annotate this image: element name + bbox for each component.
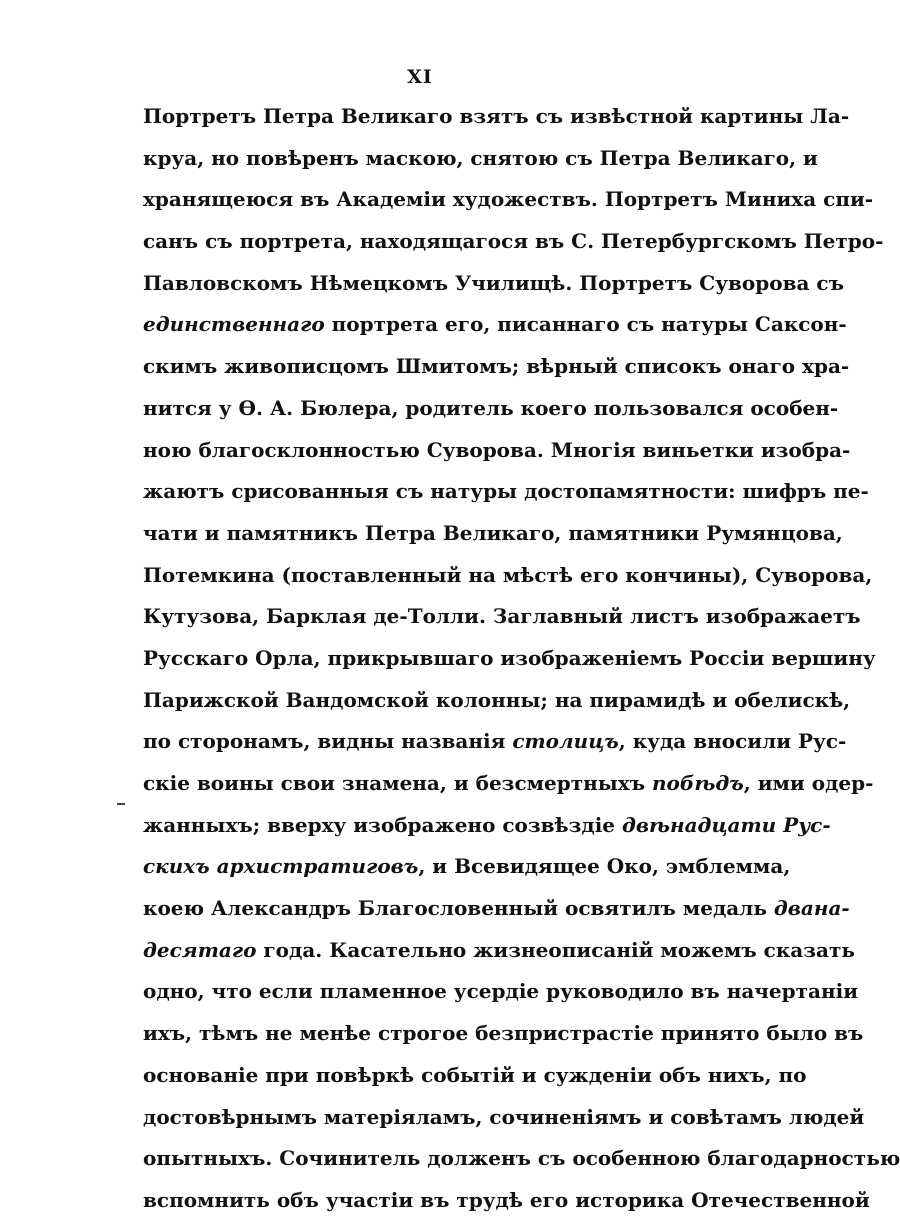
italic-run: двана- bbox=[773, 896, 850, 921]
text-line bbox=[143, 596, 861, 638]
text-run: , куда вносили Рус- bbox=[618, 729, 847, 754]
italic-run: скихъ архистратиговъ bbox=[143, 854, 419, 879]
text-run: скіе воины свои знамена, и безсмертныхъ bbox=[143, 771, 653, 795]
text-line bbox=[143, 138, 818, 180]
text-line bbox=[143, 96, 850, 138]
italic-run: столицъ bbox=[512, 729, 619, 754]
body-text bbox=[143, 96, 900, 1222]
text-run: санъ съ портрета, находящагося въ С. Петербургскомъ Петро- bbox=[143, 229, 884, 254]
text-line bbox=[143, 930, 855, 972]
text-run: одно, что если пламенное усердіе руководило въ начертаніи bbox=[143, 979, 859, 1004]
text-run: достовѣрнымъ матеріяламъ, сочиненіямъ и совѣтамъ людей bbox=[143, 1104, 865, 1129]
text-run: ихъ, тѣмъ не менѣе строгое безпристрастіе принято было въ bbox=[143, 1021, 864, 1046]
text-run: портрета его, писаннаго съ натуры Саксон- bbox=[324, 312, 847, 337]
italic-run: единственнаго bbox=[143, 312, 325, 337]
text-line bbox=[143, 430, 851, 472]
text-line bbox=[143, 1013, 864, 1055]
text-run: круа, но повѣренъ маскою, снятою съ Петра Великаго, и bbox=[143, 145, 818, 170]
text-line bbox=[143, 1138, 900, 1180]
text-run: Русскаго Орла, прикрывшаго изображеніемъ Россіи вершину bbox=[143, 645, 876, 670]
italic-run: побѣдъ bbox=[652, 771, 744, 795]
text-run: по сторонамъ, видны названія bbox=[143, 729, 513, 754]
margin-mark bbox=[117, 803, 125, 805]
text-run: нится у Ѳ. А. Бюлера, родитель коего пользовался особен- bbox=[143, 395, 839, 420]
text-line bbox=[143, 263, 844, 305]
text-line bbox=[143, 680, 851, 722]
text-run: ною благосклонностью Суворова. Многія виньетки изобра- bbox=[143, 437, 851, 462]
text-line bbox=[143, 763, 874, 805]
text-line bbox=[143, 1097, 865, 1139]
text-run: хранящеюся въ Академіи художествъ. Портретъ Миниха спи- bbox=[143, 187, 874, 212]
text-run: опытныхъ. Сочинитель долженъ съ особенною благодарностью bbox=[143, 1146, 900, 1171]
text-run: вспомнить объ участіи въ трудѣ его историка Отечественной bbox=[143, 1187, 870, 1212]
text-run: Портретъ Петра Великаго взятъ съ извѣстной картины Ла- bbox=[143, 104, 850, 128]
text-line bbox=[143, 888, 850, 930]
text-line bbox=[143, 971, 859, 1013]
text-line bbox=[143, 304, 847, 346]
text-run: жаютъ срисованныя съ натуры достопамятности: шифръ пе- bbox=[143, 479, 869, 504]
italic-run: десятаго bbox=[143, 937, 257, 962]
text-run: , ими одер- bbox=[743, 771, 874, 795]
text-line bbox=[143, 1055, 807, 1097]
text-run: Парижской Вандомской колонны; на пирамидѣ и обелискѣ, bbox=[143, 687, 851, 712]
text-line bbox=[143, 388, 839, 430]
text-line bbox=[143, 638, 876, 680]
text-run: основаніе при повѣркѣ событій и сужденіи объ нихъ, по bbox=[143, 1062, 807, 1087]
text-run: Павловскомъ Нѣмецкомъ Училищѣ. Портретъ Суворова съ bbox=[143, 270, 844, 295]
text-line bbox=[143, 721, 847, 763]
text-run: скимъ живописцомъ Шмитомъ; вѣрный списокъ онаго хра- bbox=[143, 354, 850, 379]
text-run: , и Всевидящее Око, эмблемма, bbox=[418, 854, 791, 879]
page-number: XI bbox=[407, 66, 433, 88]
text-line bbox=[143, 346, 850, 388]
text-line bbox=[143, 221, 884, 263]
text-run: жанныхъ; вверху изображено созвѣздіе bbox=[143, 812, 622, 837]
text-line bbox=[143, 846, 791, 888]
text-run: года. Касательно жизнеописаній можемъ сказать bbox=[256, 937, 855, 962]
text-run: Потемкина (поставленный на мѣстѣ его кончины), Суворова, bbox=[143, 562, 873, 587]
text-line bbox=[143, 805, 831, 847]
text-line bbox=[143, 179, 874, 221]
text-line bbox=[143, 1180, 870, 1222]
italic-run: двѣнадцати Рус- bbox=[621, 812, 831, 837]
text-line bbox=[143, 513, 843, 555]
text-run: чати и памятникъ Петра Великаго, памятники Румянцова, bbox=[143, 520, 843, 545]
text-run: коею Александръ Благословенный освятилъ медаль bbox=[143, 896, 774, 921]
text-line bbox=[143, 471, 869, 513]
text-run: Кутузова, Барклая де-Толли. Заглавный листъ изображаетъ bbox=[143, 604, 861, 629]
text-line bbox=[143, 555, 873, 597]
